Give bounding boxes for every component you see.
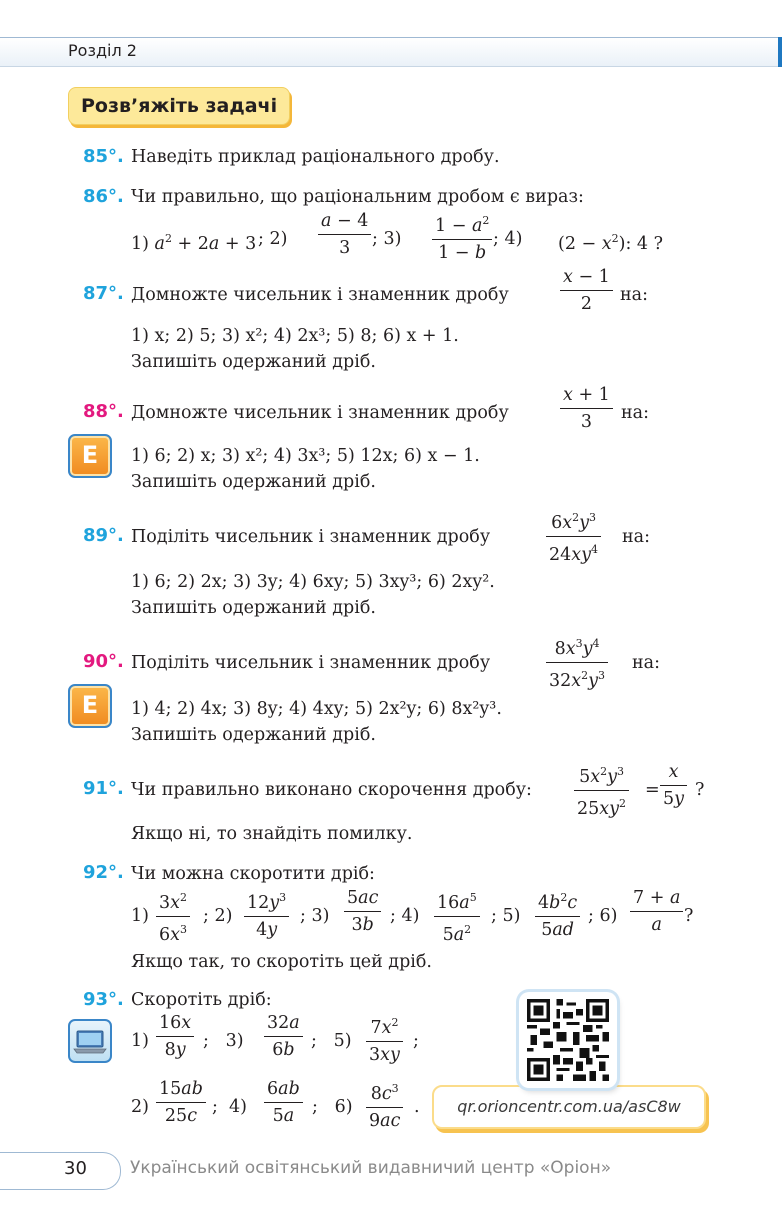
problem-number-85: 85°. [83,146,124,167]
problem-text-93: Скоротіть дріб: [131,990,272,1010]
problem-number-93: 93°. [83,989,124,1010]
option-92-2-label: ; 2) [203,906,233,926]
fraction-93-3: $\frac{32a}{6b}$ [264,1012,303,1061]
option-93-2-label: 2) [131,1097,149,1117]
computer-icon [68,1019,112,1063]
question-mark-91: ? [695,780,705,800]
problem-number-87: 87°. [83,283,124,304]
option-93-5-end: ; [413,1031,419,1051]
fraction-89: $\frac{6x^2y^3}{24xy^4}$ [546,507,601,566]
problem-text-88: Домножте чисельник і знаменник дробу [131,403,509,423]
fraction-93-2: $\frac{15ab}{25c}$ [156,1078,206,1127]
qr-link[interactable]: qr.orioncentr.com.ua/asC8w [432,1085,706,1129]
fraction-93-5: $\frac{7x^2}{3xy}$ [366,1012,403,1066]
page-number: 30 [64,1158,87,1179]
option-92-4-label: ; 4) [390,906,420,926]
fraction-93-4: $\frac{6ab}{5a}$ [264,1078,303,1127]
instruction-88: Запишіть одержаний дріб. [131,472,376,492]
fraction-92-2: $\frac{12y^3}{4y}$ [244,887,289,941]
option-92-3-label: ; 3) [300,906,330,926]
fraction-92-1: $\frac{3x^2}{6x^3}$ [156,887,190,946]
header-accent-bar [778,37,782,67]
problem-text-92: Чи можна скоротити дріб: [131,864,375,884]
problem-na-89: на: [622,527,650,547]
question-mark-92: ? [684,906,694,926]
option-93-1-label: 1) [131,1031,149,1051]
option-86-4-label: ; 4) [493,229,523,249]
fraction-92-5: $\frac{4b^2c}{5ad}$ [535,887,580,941]
instruction-91: Якщо ні, то знайдіть помилку. [131,824,413,844]
fraction-90: $\frac{8x^3y^4}{32x^2y^3}$ [546,633,608,692]
problem-number-88: 88°. [83,401,124,422]
instruction-89: Запишіть одержаний дріб. [131,598,376,618]
fraction-93-1: $\frac{16x}{8y}$ [156,1012,194,1061]
fraction-88: $\frac{x + 1}{3}$ [560,384,613,433]
problem-number-91: 91°. [83,778,124,799]
option-92-1-label: 1) [131,906,149,926]
instruction-90: Запишіть одержаний дріб. [131,725,376,745]
problem-number-90: 90°. [83,651,124,672]
fraction-91-left: $\frac{5x^2y^3}{25xy^2}$ [574,761,629,820]
problem-na-88: на: [621,403,649,423]
instruction-92: Якщо так, то скоротіть цей дріб. [131,952,432,972]
option-93-5-label: ; 5) [311,1031,352,1051]
options-90: 1) 4; 2) 4x; 3) 8y; 4) 4xy; 5) 2x²y; 6) 8x²y³. [131,699,502,719]
options-89: 1) 6; 2) 2x; 3) 3y; 4) 6xy; 5) 3xy³; 6) 2xy². [131,572,495,592]
options-87: 1) x; 2) 5; 3) x²; 4) 2x³; 5) 8; 6) x + 1. [131,326,459,346]
problem-text-89: Поділіть чисельник і знаменник дробу [131,527,491,547]
fraction-87: $\frac{x - 1}{2}$ [560,266,613,315]
option-93-4-label: ; 4) [212,1097,247,1117]
problem-number-89: 89°. [83,525,124,546]
e-letter-icon: E [68,684,112,728]
fraction-91-right: $\frac{x}{5y}$ [660,761,687,810]
option-86-3-label: ; 3) [372,229,402,249]
problem-text-91: Чи правильно виконано скорочення дробу: [131,780,532,800]
fraction-92-3: $\frac{5ac}{3b}$ [344,887,381,936]
fraction-92-6: $\frac{7 + a}{a}$ [630,887,683,936]
publisher-credit: Український освітянський видавничий центр «Оріон» [130,1158,612,1178]
option-93-3-label: ; 3) [203,1031,244,1051]
problem-number-92: 92°. [83,862,124,883]
section-heading: Розв’яжіть задачі [68,87,290,125]
qr-code-icon[interactable] [527,999,609,1081]
qr-card [519,992,617,1088]
fraction-86-2: $\frac{a - 4}{3}$ [318,210,371,259]
option-86-4-expr: $(2 - x^2)$: 4 ? [558,232,663,254]
problem-text-87: Домножте чисельник і знаменник дробу [131,285,509,305]
problem-na-87: на: [620,285,648,305]
chapter-label: Розділ 2 [68,41,137,60]
fraction-92-4: $\frac{16a^5}{5a^2}$ [434,887,480,946]
page-number-tab [0,1152,121,1190]
problem-text-86: Чи правильно, що раціональним дробом є вираз: [131,187,584,207]
equals-sign-91: = [645,780,660,800]
option-93-6-label: ; 6) [312,1097,353,1117]
option-86-2-label: ; 2) [258,229,288,249]
problem-na-90: на: [632,653,660,673]
option-86-1: 1) $a^2 + 2a + 3$ [131,232,257,254]
e-letter-icon: E [68,434,112,478]
problem-number-86: 86°. [83,186,124,207]
instruction-87: Запишіть одержаний дріб. [131,352,376,372]
problem-text-90: Поділіть чисельник і знаменник дробу [131,653,491,673]
option-92-5-label: ; 5) [491,906,521,926]
option-92-6-label: ; 6) [588,906,618,926]
options-88: 1) 6; 2) x; 3) x²; 4) 3x³; 5) 12x; 6) x − 1. [131,446,480,466]
fraction-86-3: $\frac{1 - a^2}{1 - b}$ [432,210,492,264]
fraction-93-6: $\frac{8c^3}{9ac}$ [366,1078,403,1132]
option-93-6-end: . [414,1097,420,1117]
problem-text-85: Наведіть приклад раціонального дробу. [131,147,500,167]
